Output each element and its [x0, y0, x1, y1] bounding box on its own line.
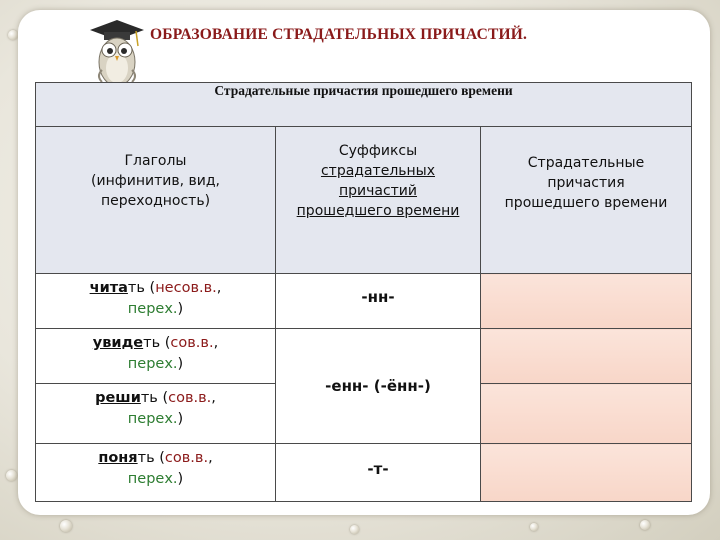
verb-cell: читать (несов.в., перех.) — [36, 274, 276, 329]
table-header: Страдательные причастия прошедшего времени — [36, 83, 692, 127]
column-header-verbs: Глаголы (инфинитив, вид, переходность) — [36, 127, 276, 274]
water-drop-icon — [530, 523, 538, 531]
water-drop-icon — [60, 520, 72, 532]
suffix-cell: -т- — [276, 444, 481, 502]
suffix-cell: -нн- — [276, 274, 481, 329]
owl-graduate-icon — [88, 18, 146, 90]
column-header-participles: Страдательные причастия прошедшего времени — [481, 127, 692, 274]
participles-table — [35, 82, 692, 502]
verb-cell: решить (сов.в., перех.) — [36, 384, 276, 444]
answer-cell[interactable] — [481, 384, 692, 444]
water-drop-icon — [350, 525, 359, 534]
water-drop-icon — [6, 470, 17, 481]
suffix-cell: -енн- (-ённ-) — [276, 329, 481, 444]
answer-cell[interactable] — [481, 329, 692, 384]
column-header-suffixes: Суффиксы страдательных причастий прошедшего времени — [276, 127, 481, 274]
answer-cell[interactable] — [481, 444, 692, 502]
page-title: ОБРАЗОВАНИЕ СТРАДАТЕЛЬНЫХ ПРИЧАСТИЙ. — [150, 26, 528, 43]
verb-cell: понять (сов.в., перех.) — [36, 444, 276, 502]
water-drop-icon — [8, 30, 18, 40]
answer-cell[interactable] — [481, 274, 692, 329]
verb-cell: увидеть (сов.в., перех.) — [36, 329, 276, 384]
water-drop-icon — [640, 520, 650, 530]
